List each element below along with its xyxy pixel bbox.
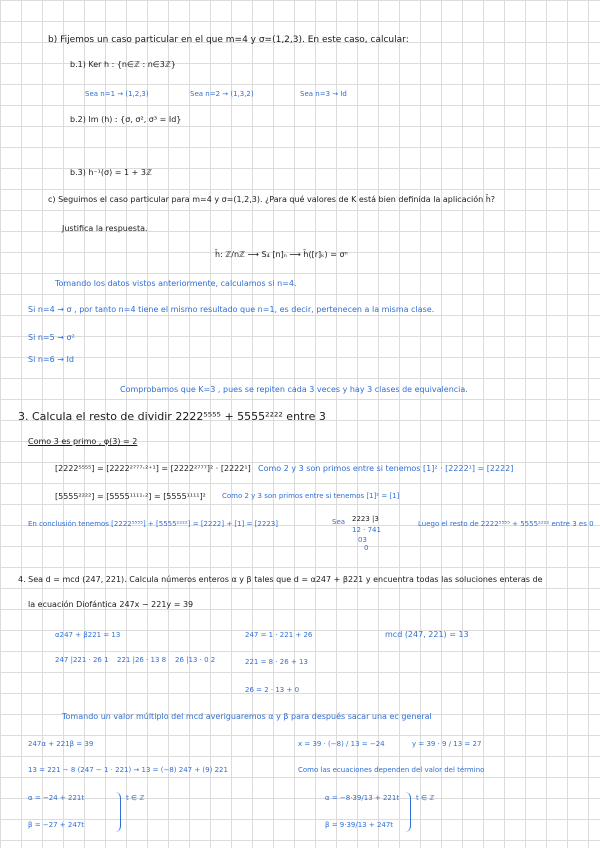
sea-n2: Sea n=2 → (1,3,2) [190, 90, 254, 98]
section-4-title2: la ecuación Diofántica 247x − 221y = 39 [28, 600, 194, 609]
mcd-result: mcd (247, 221) = 13 [385, 630, 469, 639]
section-3-final: Luego el resto de 2222⁵⁵⁵⁵ + 5555²²²² entre 3 es 0 [418, 520, 594, 528]
section-3-eq1-black: [2222⁵⁵⁵⁵] = [2222²⁷⁷⁷·²⁺¹] = [2222²⁷⁷⁷]² · [2222¹] [55, 464, 251, 473]
section-3-title: 3. Calcula el resto de dividir 2222⁵⁵⁵⁵ + 5555²²²² entre 3 [18, 410, 326, 423]
euclid-step-2: 221 = 8 · 26 + 13 [245, 658, 308, 666]
section-4-blue-intro: Tomando un valor múltiplo del mcd averiguaremos α y β para después sacar una ec general [62, 712, 432, 721]
section-3-eq1-blue: Como 2 y 3 son primos entre si tenemos [1]² · [2222¹] = [2222] [258, 464, 514, 473]
general-t: t ∈ ℤ [126, 794, 145, 802]
section-b-heading: b) Fijemos un caso particular en el que m=4 y σ=(1,2,3). En este caso, calcular: [48, 35, 409, 45]
section-c-line2: Justifica la respuesta. [62, 224, 148, 233]
division-remainder-1: 03 [358, 536, 367, 544]
division-26: 26 |13 · 0 2 [175, 656, 216, 664]
division-number: 2223 |3 [352, 515, 379, 523]
b2-image: b.2) Im (h) : {σ, σ², σ³ = Id} [70, 115, 182, 124]
section-c-blue4: Si n=6 → Id [28, 355, 74, 364]
division-quotient: 12 · 741 [352, 526, 381, 534]
x-value: x = 39 · (−8) / 13 = −24 [298, 740, 385, 748]
section-3-eq2-blue: Como 2 y 3 son primos entre si tenemos [1]² = [1] [222, 492, 400, 500]
general2-alpha: α = −8·39/13 + 221t [325, 794, 400, 802]
general2-t: t ∈ ℤ [416, 794, 435, 802]
division-247: 247 |221 · 26 1 [55, 656, 109, 664]
section-4-title1: 4. Sea d = mcd (247, 221). Calcula números enteros α y β tales que d = α247 + β221 y encuentra todas las soluciones enteras de [18, 575, 543, 584]
euclid-step-1: 247 = 1 · 221 + 26 [245, 631, 313, 639]
section-3-eq2-black: [5555²²²²] = [5555¹¹¹¹·²] = [5555¹¹¹¹]² [55, 492, 206, 501]
section-c-blue3: Si n=5 → σ² [28, 333, 75, 342]
bezout-line: 13 = 221 − 8 (247 − 1 · 221) → 13 = (−8) 247 + (9) 221 [28, 766, 228, 774]
b3-preimage: b.3) h⁻¹(σ) = 1 + 3ℤ [70, 168, 152, 177]
division-remainder-2: 0 [364, 544, 369, 552]
sea-n3: Sea n=3 → Id [300, 90, 347, 98]
euclid-step-3: 26 = 2 · 13 + 0 [245, 686, 300, 694]
brace-1 [115, 792, 121, 832]
sea-n1: Sea n=1 → (1,2,3) [85, 90, 149, 98]
eq-alpha-beta: α247 + β221 = 13 [55, 631, 121, 639]
general2-beta: β = 9·39/13 + 247t [325, 821, 394, 829]
b1-kernel: b.1) Ker h : {n∈ℤ : n∈3ℤ} [70, 60, 176, 69]
section-c-blue1: Tomando los datos vistos anteriormente, calculamos si n=4. [55, 279, 297, 288]
section-c-map: h̄: ℤ/nℤ ⟶ S₄ [n]ₙ ⟶ h̄([r]ₖ) = σⁿ [215, 250, 348, 259]
section-3-phi: Como 3 es primo , φ(3) = 2 [28, 437, 138, 446]
section-c-line1: c) Seguimos el caso particular para m=4 y σ=(1,2,3). ¿Para qué valores de K está bien definida la aplicación h̄? [48, 195, 496, 204]
section-c-blue2: Si n=4 → σ , por tanto n=4 tiene el mismo resultado que n=1, es decir, pertenecen a la misma clase. [28, 305, 435, 314]
section-c-blue5: Comprobamos que K=3 , pues se repiten cada 3 veces y hay 3 clases de equivalencia. [120, 385, 468, 394]
general-alpha: α = −24 + 221t [28, 794, 85, 802]
general-beta: β = −27 + 247t [28, 821, 84, 829]
division-221: 221 |26 · 13 8 [117, 656, 167, 664]
division-sea: Sea [332, 518, 346, 526]
section-3-conclusion: En conclusión tenemos [2222⁵⁵⁵⁵] + [5555²²²²] = [2222] + [1] = [2223] [28, 520, 278, 528]
eq-diophantine: 247α + 221β = 39 [28, 740, 94, 748]
brace-2 [405, 792, 411, 832]
y-value: y = 39 · 9 / 13 = 27 [412, 740, 482, 748]
depend-note: Como las ecuaciones dependen del valor del término [298, 766, 485, 774]
